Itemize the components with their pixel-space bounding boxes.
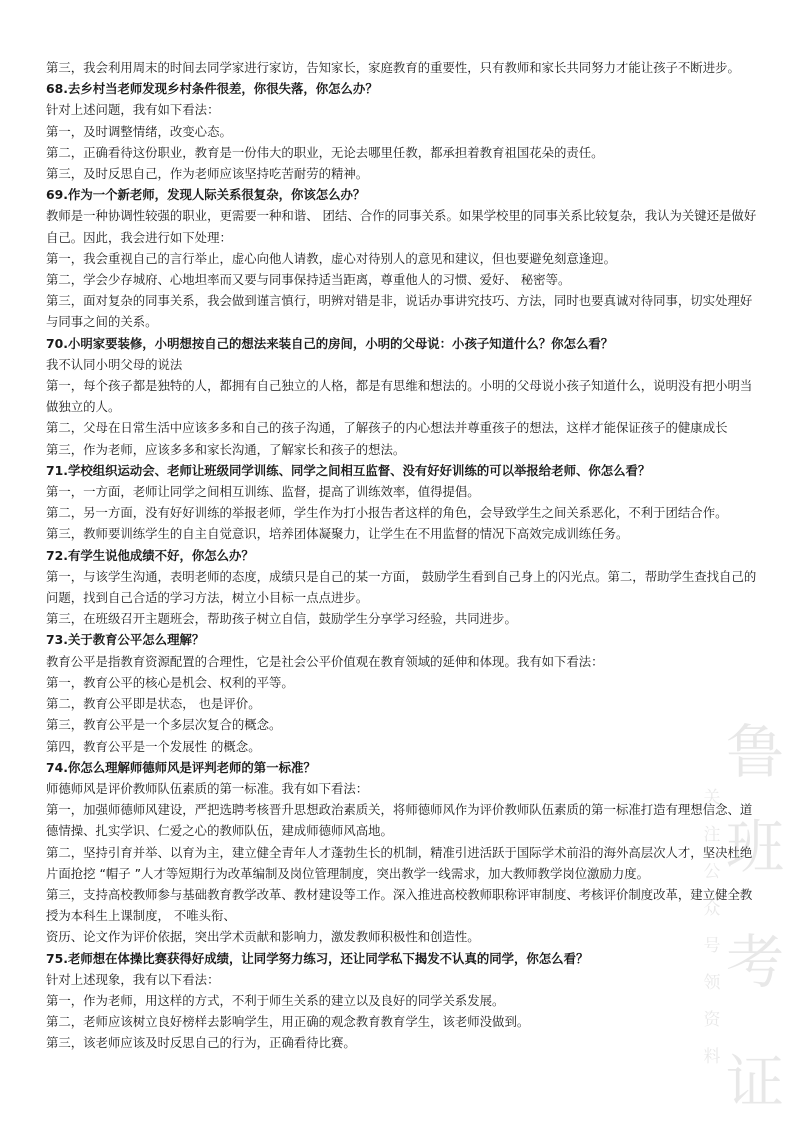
document-body: [46, 57, 762, 1054]
question-heading: 71.学校组织运动会、老师让班级同学训练、同学之间相互监督、没有好好训练的可以举报给老师、你怎么看？: [46, 462, 651, 478]
paragraph-text: 第二，老师应该树立良好榜样去影响学生，用正确的观念教育教育学生，该老师没做到。: [46, 1014, 530, 1030]
watermark-small-char: 料: [703, 1047, 721, 1067]
question-heading: 68.去乡村当老师发现乡村条件很差，你很失落，你怎么办？: [46, 81, 378, 97]
question-heading: 73.关于教育公平怎么理解？: [46, 632, 205, 648]
paragraph-text: 第三，该老师应该及时反思自己的行为，正确看待比赛。: [46, 1035, 356, 1051]
paragraph-text: 第一，我会重视自己的言行举止，虚心向他人请教，虚心对待别人的意见和建议，但也要避免刻意逢迎。: [46, 250, 616, 266]
paragraph-text: 第三，教师要训练学生的自主自觉意识，培养团体凝聚力，让学生在不用监督的情况下高效完成训练任务。: [46, 526, 629, 542]
watermark-small-char: 注: [703, 825, 721, 845]
paragraph-text: 师德师风是评价教师队伍素质的第一标准。我有如下看法：: [46, 780, 369, 796]
watermark-small-char: 关: [703, 788, 721, 808]
paragraph-text: 第一，加强师德师风建设，严把选聘考核晋升思想政治素质关，将师德师风作为评价教师队伍素质的第一标准打造有理想信念、道德情操、扎实学识、仁爱之心的教师队伍，建成师德师风高地。: [46, 802, 753, 839]
paragraph-text: 第三，支持高校教师参与基础教育教学改革、教材建设等工作。深入推进高校教师职称评审制度、考核评价制度改革，建立健全教授为本科生上课制度， 不唯头衔、: [46, 886, 753, 924]
question-heading: 75.老师想在体操比赛获得好成绩，让同学努力练习，还让同学私下揭发不认真的同学，你怎么看？: [46, 950, 589, 966]
watermark-small-char: 领: [703, 973, 721, 993]
paragraph-text: 第一，教育公平的核心是机会、权利的平等。: [46, 674, 294, 690]
paragraph-text: 教育公平是指教育资源配置的合理性，它是社会公平价值观在教育领域的延伸和体现。我有如下看法：: [46, 653, 604, 669]
paragraph-text: 第三，我会利用周末的时间去同学家进行家访，告知家长，家庭教育的重要性，只有教师和家长共同努力才能让孩子不断进步。: [46, 60, 740, 75]
question-heading: 69.作为一个新老师，发现人际关系很复杂，你该怎么办？: [46, 187, 366, 203]
paragraph-text: 第三，教育公平是一个多层次复合的概念。: [46, 717, 282, 733]
watermark-char: 证: [725, 1048, 784, 1116]
paragraph-text: 第一，一方面，老师让同学之间相互训练、监督，提高了训练效率，值得提倡。: [46, 484, 480, 500]
paragraph-text: 针对上述现象，我有以下看法：: [46, 971, 220, 987]
watermark-small-char: 号: [703, 936, 721, 956]
paragraph-text: 第三，及时反思自己，作为老师应该坚持吃苦耐劳的精神。: [46, 166, 369, 182]
paragraph-text: 第二，坚持引育并举、以育为主，建立健全青年人才蓬勃生长的机制，精准引进活跃于国际学术前沿的海外高层次人才，坚决杜绝片面抢挖 “帽子 ”人才等短期行为改革编制及岗位管理制度，突出教学一线需求，加大教师教学岗位激励力度。: [46, 844, 753, 881]
paragraph-text: 第一，作为老师，用这样的方式，不利于师生关系的建立以及良好的同学关系发展。: [46, 992, 505, 1008]
paragraph-text: 第一，与该学生沟通，表明老师的态度，成绩只是自己的某一方面， 鼓励学生看到自己身上的闪光点。第二，帮助学生查找自己的问题，找到自己合适的学习方法，树立小目标一点点进步。: [46, 568, 757, 606]
paragraph-text: 第二，学会少存城府、心地坦率而又要与同事保持适当距离，尊重他人的习惯、爱好、 秘密等。: [46, 272, 571, 288]
question-heading: 74.你怎么理解师德师风是评判老师的第一标准？: [46, 759, 316, 775]
watermark-char: 班: [725, 813, 784, 881]
watermark-small-char: 众: [703, 899, 721, 919]
watermark-char: 鲁: [725, 718, 784, 786]
paragraph-text: 第一，及时调整情绪，改变心态。: [46, 123, 232, 139]
question-heading: 70.小明家要装修，小明想按自己的想法来装自己的房间，小明的父母说：小孩子知道什么？你怎么看？: [46, 335, 614, 351]
paragraph-text: 第二，正确看待这份职业，教育是一份伟大的职业，无论去哪里任教，都承担着教育祖国花朵的责任。: [46, 144, 604, 160]
paragraph-text: 第二，教育公平即是状态， 也是评价。: [46, 696, 261, 712]
paragraph-text: 我不认同小明父母的说法: [46, 356, 183, 372]
paragraph-text: 资历、论文作为评价依据，突出学术贡献和影响力，激发教师积极性和创造性。: [46, 929, 480, 945]
question-heading: 72.有学生说他成绩不好，你怎么办？: [46, 547, 254, 563]
paragraph-text: 第三，在班级召开主题班会，帮助孩子树立自信，鼓励学生分享学习经验，共同进步。: [46, 611, 517, 627]
paragraph-text: 针对上述问题，我有如下看法：: [46, 102, 220, 118]
paragraph-text: 第三，面对复杂的同事关系，我会做到谨言慎行，明辨对错是非，说话办事讲究技巧、方法，同时也要真诚对待同事，切实处理好与同事之间的关系。: [46, 293, 753, 330]
paragraph-text: 第一，每个孩子都是独特的人，都拥有自己独立的人格，都是有思维和想法的。小明的父母说小孩子知道什么，说明没有把小明当做独立的人。: [46, 378, 753, 415]
paragraph-text: 第四，教育公平是一个发展性 的概念。: [46, 738, 261, 754]
paragraph-text: 第二，另一方面，没有好好训练的举报老师，学生作为打小报告者这样的角色，会导致学生之间关系恶化，不利于团结合作。: [46, 505, 728, 521]
paragraph-text: 第三，作为老师，应该多多和家长沟通，了解家长和孩子的想法。: [46, 441, 406, 457]
watermark-char: 考: [725, 928, 784, 996]
paragraph-text: 第二，父母在日常生活中应该多多和自己的孩子沟通，了解孩子的内心想法并尊重孩子的想法，这样才能保证孩子的健康成长: [46, 420, 728, 436]
paragraph-text: 教师是一种协调性较强的职业，更需要一种和谐、 团结、合作的同事关系。如果学校里的同事关系比较复杂，我认为关键还是做好自己。因此，我会进行如下处理：: [46, 208, 757, 245]
watermark-small-char: 资: [703, 1010, 721, 1030]
watermark-small-char: 公: [703, 862, 721, 882]
